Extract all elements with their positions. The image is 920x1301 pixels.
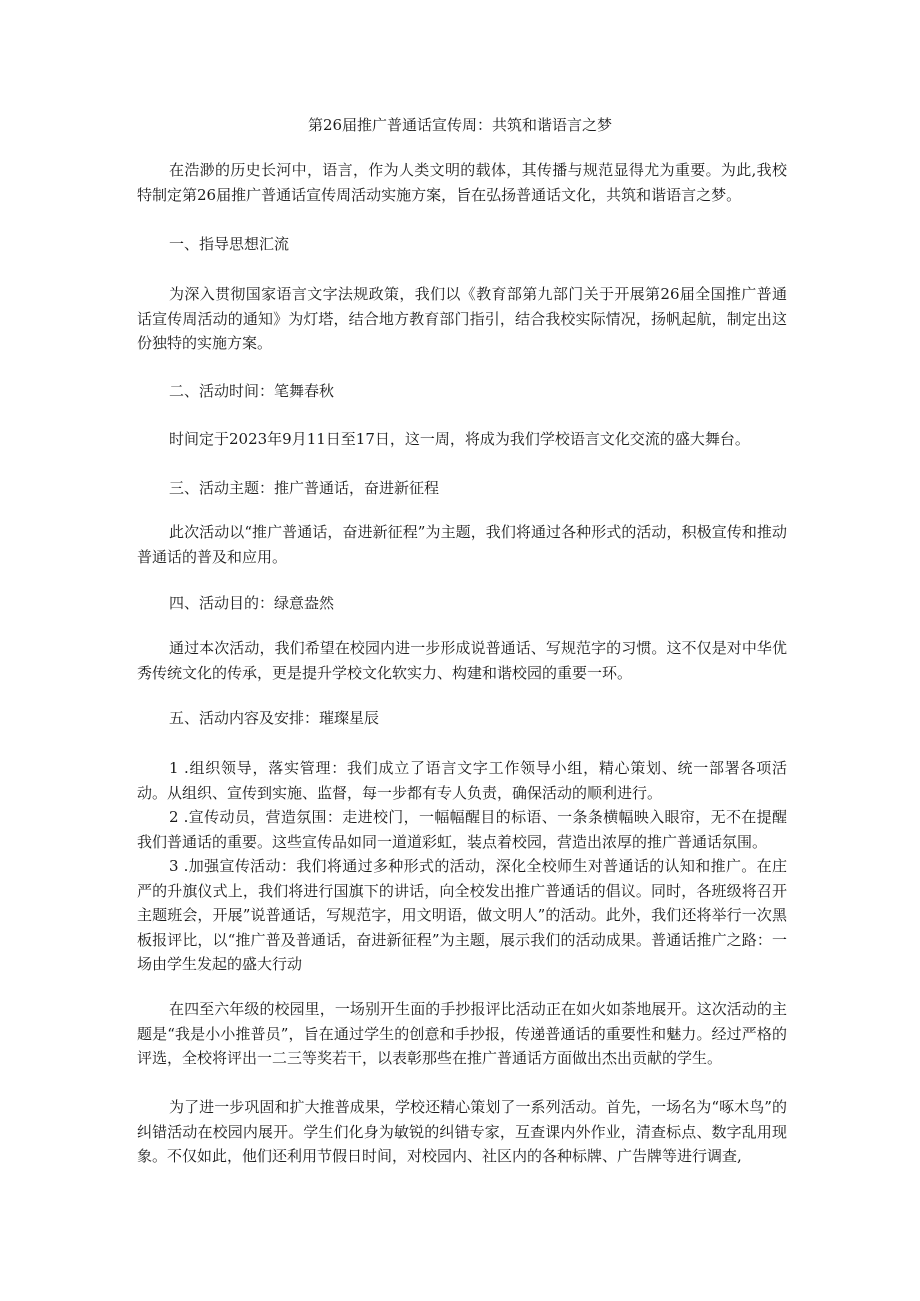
section-body-1: 为深入贯彻国家语言文字法规政策，我们以《教育部第九部门关于开展第26届全国推广普通话宣传周活动的通知》为灯塔，结合地方教育部门指引，结合我校实际情况，扬帆起航，制定出这份独特的实施方案。 [137,285,787,352]
section-body-4: 通过本次活动，我们希望在校园内进一步形成说普通话、写规范字的习惯。这不仅是对中华优秀传统文化的传承，更是提升学校文化软实力、构建和谐校园的重要一环。 [137,639,787,682]
paragraph-woodpecker-activity: 为了进一步巩固和扩大推普成果，学校还精心策划了一系列活动。首先，一场名为“啄木鸟”的纠错活动在校园内展开。学生们化身为敏锐的纠错专家，互查课内外作业，清查标点、数字乱用现象。不仅如此，他们还利用节假日时间，对校园内、社区内的各种标牌、广告牌等进行调查, [137,1098,787,1165]
intro-paragraph: 在浩渺的历史长河中，语言，作为人类文明的载体，其传播与规范显得尤为重要。为此,我校特制定第26届推广普通话宣传周活动实施方案，旨在弘扬普通话文化，共筑和谐语言之梦。 [137,161,787,204]
document-title: 第26届推广普通话宣传周：共筑和谐语言之梦 [307,116,613,134]
paragraph-handcopy-contest: 在四至六年级的校园里，一场别开生面的手抄报评比活动正在如火如荼地展开。这次活动的主题是“我是小小推普员”，旨在通过学生的创意和手抄报，传递普通话的重要性和魅力。经过严格的评选，全校将评出一二三等奖若干，以表彰那些在推广普通话方面做出杰出贡献的学生。 [137,1000,787,1067]
section-body-2: 时间定于2023年9月11日至17日，这一周，将成为我们学校语言文化交流的盛大舞台。 [169,430,750,448]
section-body-3: 此次活动以“推广普通话，奋进新征程”为主题，我们将通过各种形式的活动，积极宣传和推动普通话的普及和应用。 [137,523,787,566]
list-item-1: 1 .组织领导，落实管理：我们成立了语言文字工作领导小组，精心策划、统一部署各项活动。从组织、宣传到实施、监督，每一步都有专人负责，确保活动的顺利进行。 [137,759,787,802]
section-heading-2: 二、活动时间：笔舞春秋 [169,382,335,400]
section-heading-1: 一、指导思想汇流 [169,235,290,253]
section-heading-4: 四、活动目的：绿意盎然 [169,594,335,612]
list-item-3: 3 .加强宣传活动：我们将通过多种形式的活动，深化全校师生对普通话的认知和推广。在庄严的升旗仪式上，我们将进行国旗下的讲话，向全校发出推广普通话的倡议。同时，各班级将召开主题班会，开展”说普通话，写规范字，用文明语，做文明人”的活动。此外，我们还将举行一次黑板报评比，以“推广普及普通话，奋进新征程”为主题，展示我们的活动成果。普通话推广之路：一场由学生发起的盛大行动 [137,857,787,973]
list-item-2: 2 .宣传动员，营造氛围：走进校门，一幅幅醒目的标语、一条条横幅映入眼帘，无不在提醒我们普通话的重要。这些宣传品如同一道道彩虹，装点着校园，营造出浓厚的推广普通话氛围。 [137,808,787,851]
section-heading-3: 三、活动主题：推广普通话，奋进新征程 [169,479,440,497]
section-heading-5: 五、活动内容及安排：璀璨星辰 [169,709,380,727]
